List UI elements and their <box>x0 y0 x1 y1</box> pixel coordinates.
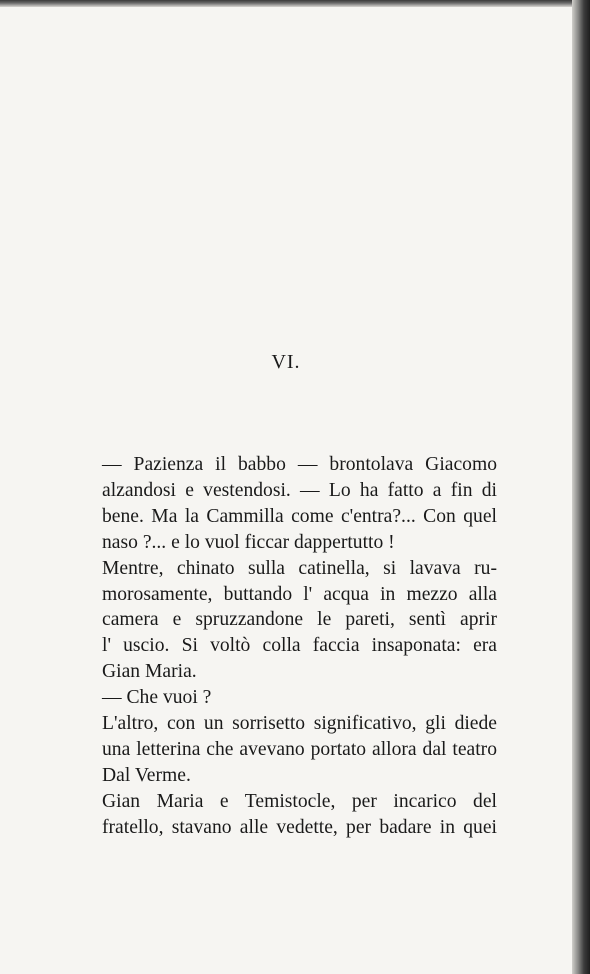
text-line: Gian Maria. <box>102 661 197 683</box>
text-line: morosamente, buttando l' acqua in mezzo alla <box>102 583 497 605</box>
text-line: — Pazienza il babbo — brontolava Giacomo <box>102 454 497 475</box>
paragraph-1 <box>83 452 497 556</box>
text-line: una letterina che avevano portato allora dal teatro <box>102 738 497 760</box>
page-binding-edge <box>572 0 590 974</box>
paragraph-2 <box>83 556 497 686</box>
body-text <box>83 452 497 841</box>
text-line: Dal Verme. <box>102 764 191 786</box>
text-line: bene. Ma la Cammilla come c'entra?... Con quel <box>102 505 497 527</box>
paragraph-3 <box>83 685 497 711</box>
text-line: Gian Maria e Temistocle, per incarico del <box>102 790 497 812</box>
text-line: naso ?... e lo vuol ficcar dappertutto ! <box>102 531 395 553</box>
text-line: l' uscio. Si voltò colla faccia insaponata: era <box>102 635 497 657</box>
text-line: camera e spruzzandone le pareti, sentì aprir <box>102 609 497 631</box>
page-top-edge <box>0 0 572 7</box>
paragraph-4 <box>83 711 497 789</box>
text-line: L'altro, con un sorrisetto significativo, gli diede <box>102 713 497 735</box>
text-line: Mentre, chinato sulla catinella, si lavava ru- <box>102 557 497 579</box>
text-line: alzandosi e vestendosi. — Lo ha fatto a fin di <box>102 479 497 501</box>
text-line: fratello, stavano alle vedette, per badare in quei <box>102 816 497 838</box>
chapter-heading: VI. <box>271 351 301 373</box>
paragraph-5 <box>83 789 497 841</box>
text-line: — Che vuoi ? <box>102 687 212 709</box>
